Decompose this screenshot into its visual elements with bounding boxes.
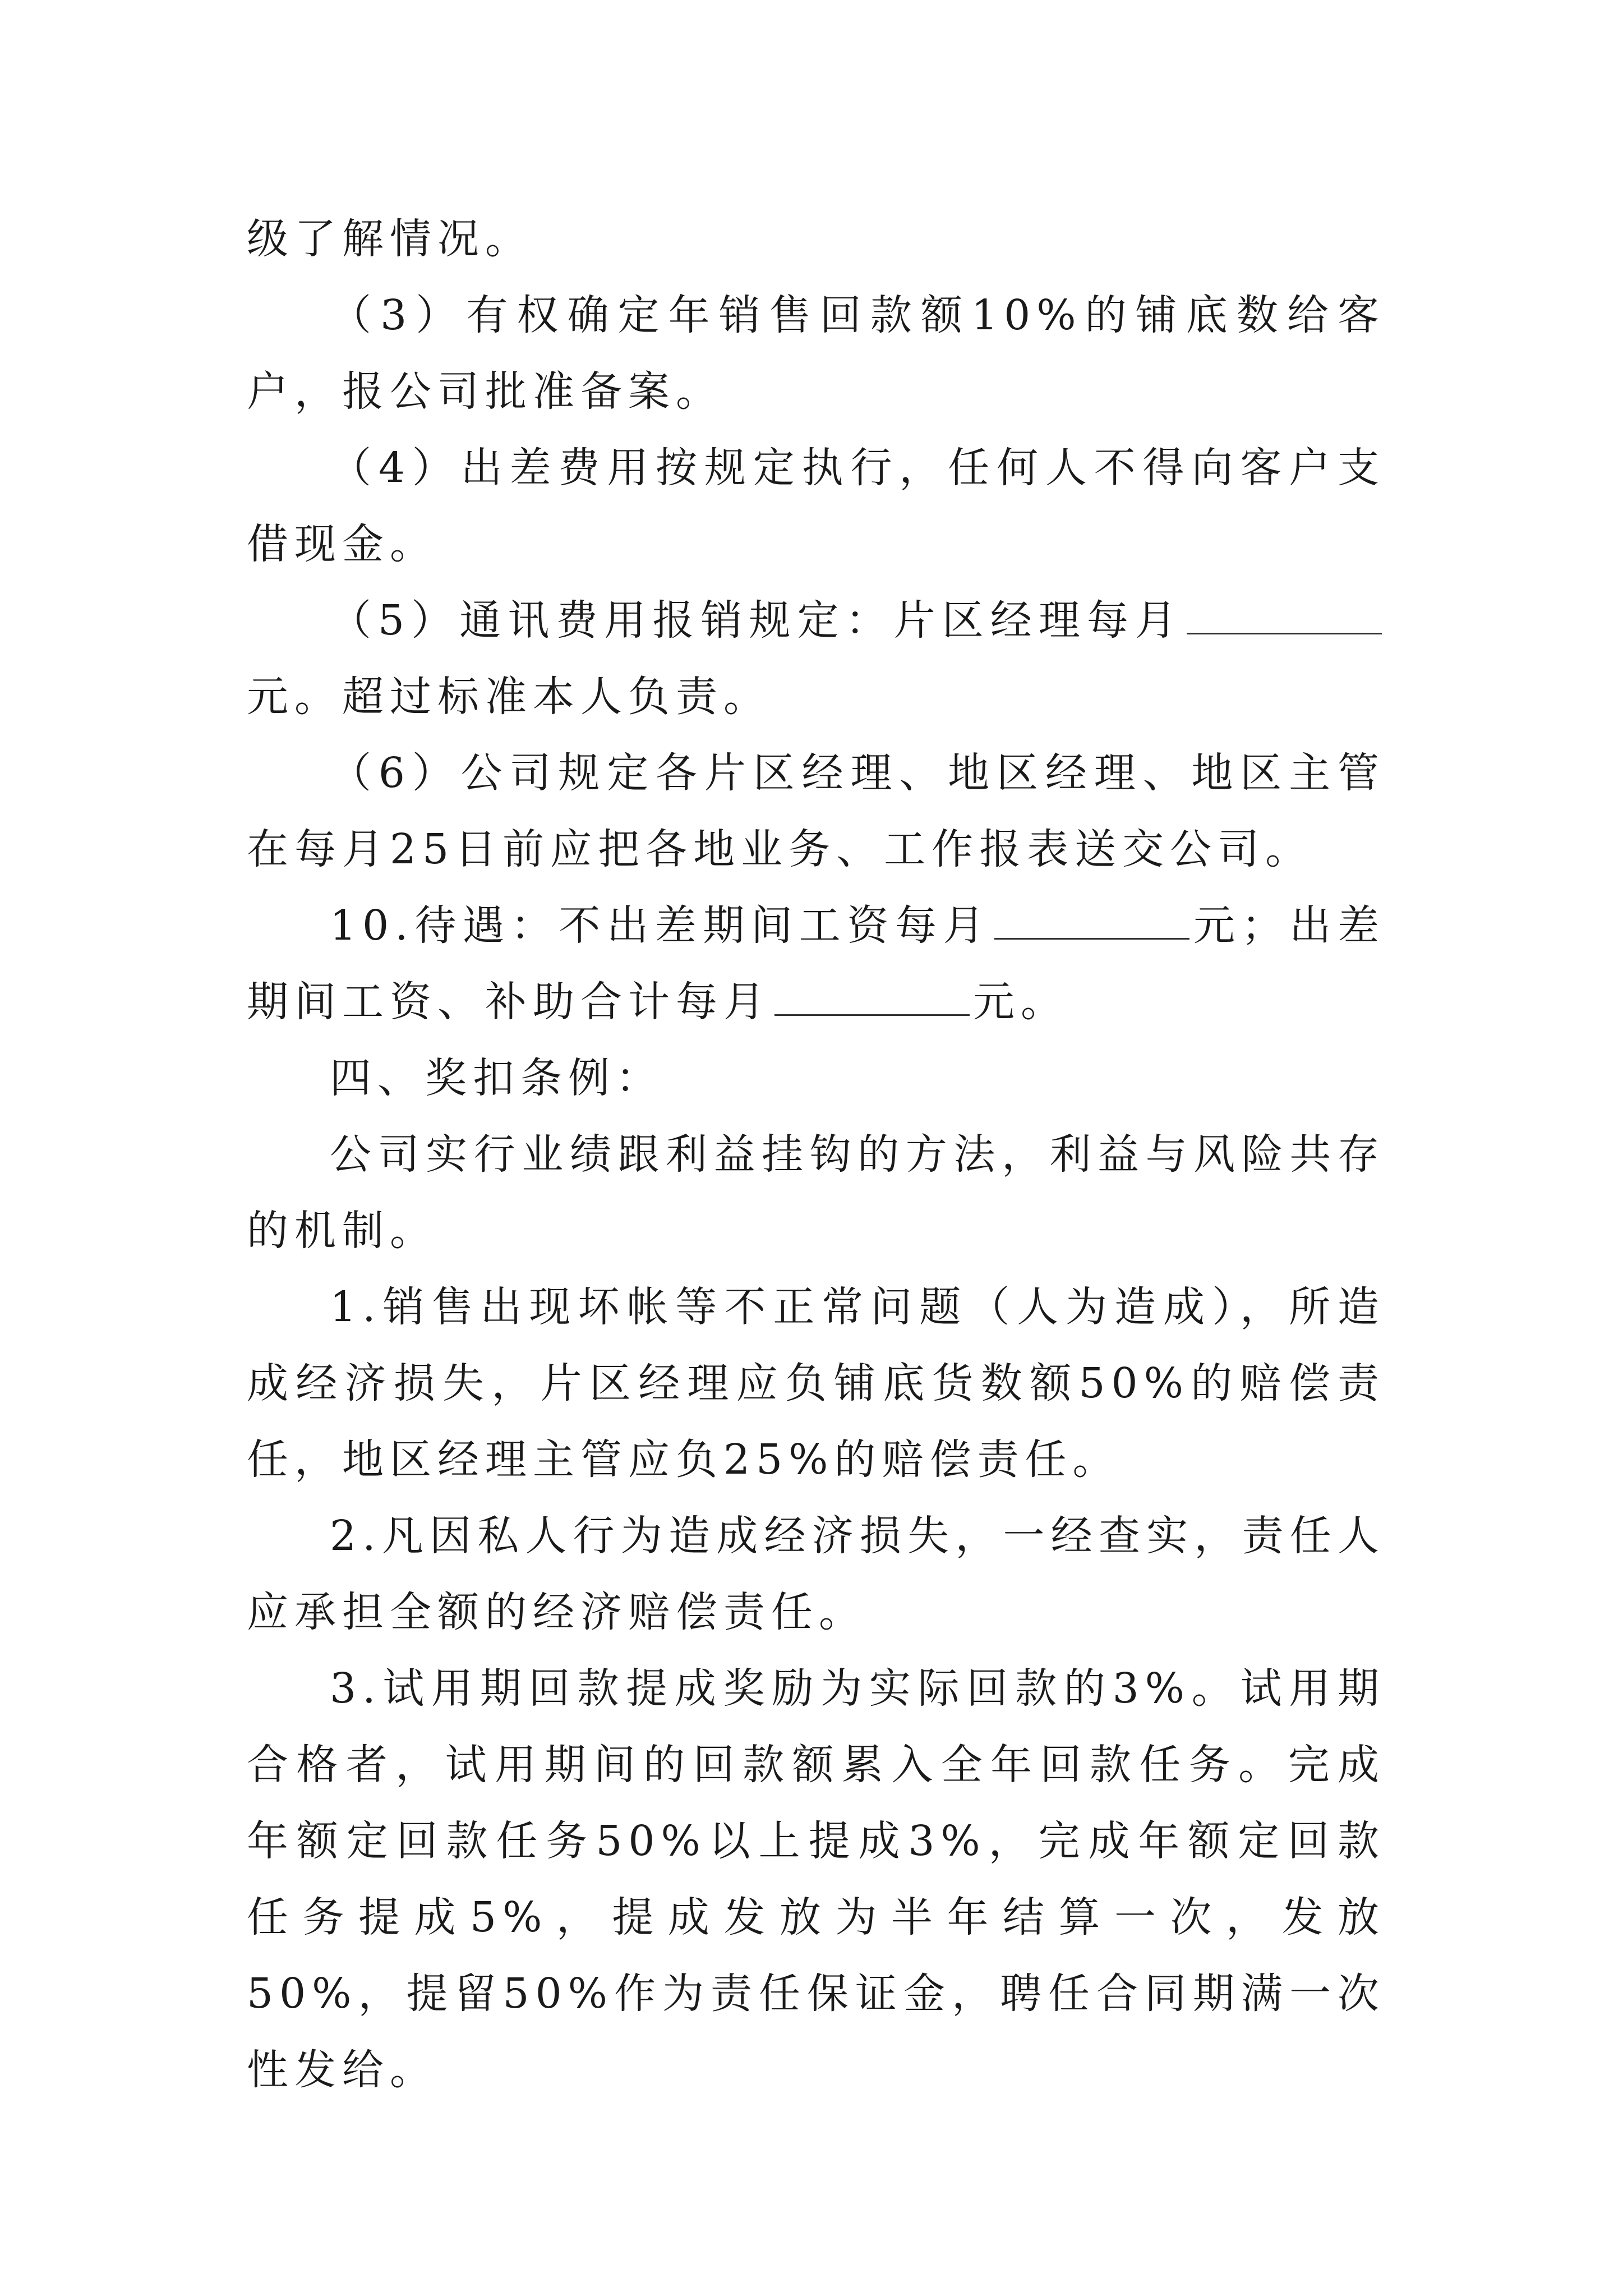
paragraph-rule-2 — [247, 1498, 1385, 1650]
paragraph-text: 1.销售出现坏帐等不正常问题（人为造成），所造成经济损失，片区经理应负铺底货数额50%的赔偿责任，地区经理主管应负25%的赔偿责任。 — [247, 1283, 1385, 1484]
document-body — [247, 201, 1385, 2108]
section-heading — [247, 1040, 1385, 1116]
paragraph-item-6 — [247, 735, 1385, 887]
paragraph-text: 公司实行业绩跟利益挂钩的方法，利益与风险共存的机制。 — [247, 1130, 1385, 1255]
paragraph-rule-1 — [247, 1269, 1385, 1498]
fill-in-blank — [774, 978, 970, 1016]
paragraph-text: （6）公司规定各片区经理、地区经理、地区主管在每月25日前应把各地业务、工作报表送交公司。 — [247, 749, 1385, 873]
paragraph-text: 元；出差期间工资、补助合计每月 — [247, 901, 1386, 1026]
paragraph-section-10 — [247, 887, 1385, 1040]
paragraph-text: 10.待遇：不出差期间工资每月 — [330, 901, 992, 950]
paragraph-text: 2.凡因私人行为造成经济损失，一经查实，责任人应承担全额的经济赔偿责任。 — [247, 1512, 1385, 1636]
paragraph-rule-3 — [247, 1650, 1385, 2108]
paragraph-text: 3.试用期回款提成奖励为实际回款的3%。试用期合格者，试用期间的回款额累入全年回款任务。完成年额定回款任务50%以上提成3%，完成年额定回款任务提成5%，提成发放为半年结算一次，发放50%，提留50%作为责任保证金，聘任合同期满一次性发给。 — [247, 1664, 1385, 2094]
paragraph-text: （3）有权确定年销售回款额10%的铺底数给客户，报公司批准备案。 — [247, 291, 1385, 416]
paragraph-item-5 — [247, 582, 1385, 735]
paragraph-continuation — [247, 201, 1385, 277]
paragraph-text: 元。超过标准本人负责。 — [247, 673, 771, 721]
fill-in-blank — [994, 902, 1189, 940]
paragraph-item-4 — [247, 430, 1385, 582]
paragraph-text: （4）出差费用按规定执行，任何人不得向客户支借现金。 — [247, 444, 1385, 568]
fill-in-blank — [1187, 597, 1382, 634]
paragraph-intro — [247, 1116, 1385, 1269]
paragraph-text: （5）通讯费用报销规定：片区经理每月 — [330, 596, 1183, 645]
paragraph-text: 级了解情况。 — [247, 215, 533, 263]
paragraph-item-3 — [247, 277, 1385, 430]
paragraph-text: 元。 — [973, 978, 1068, 1026]
heading-text: 四、奖扣条例： — [330, 1054, 663, 1102]
